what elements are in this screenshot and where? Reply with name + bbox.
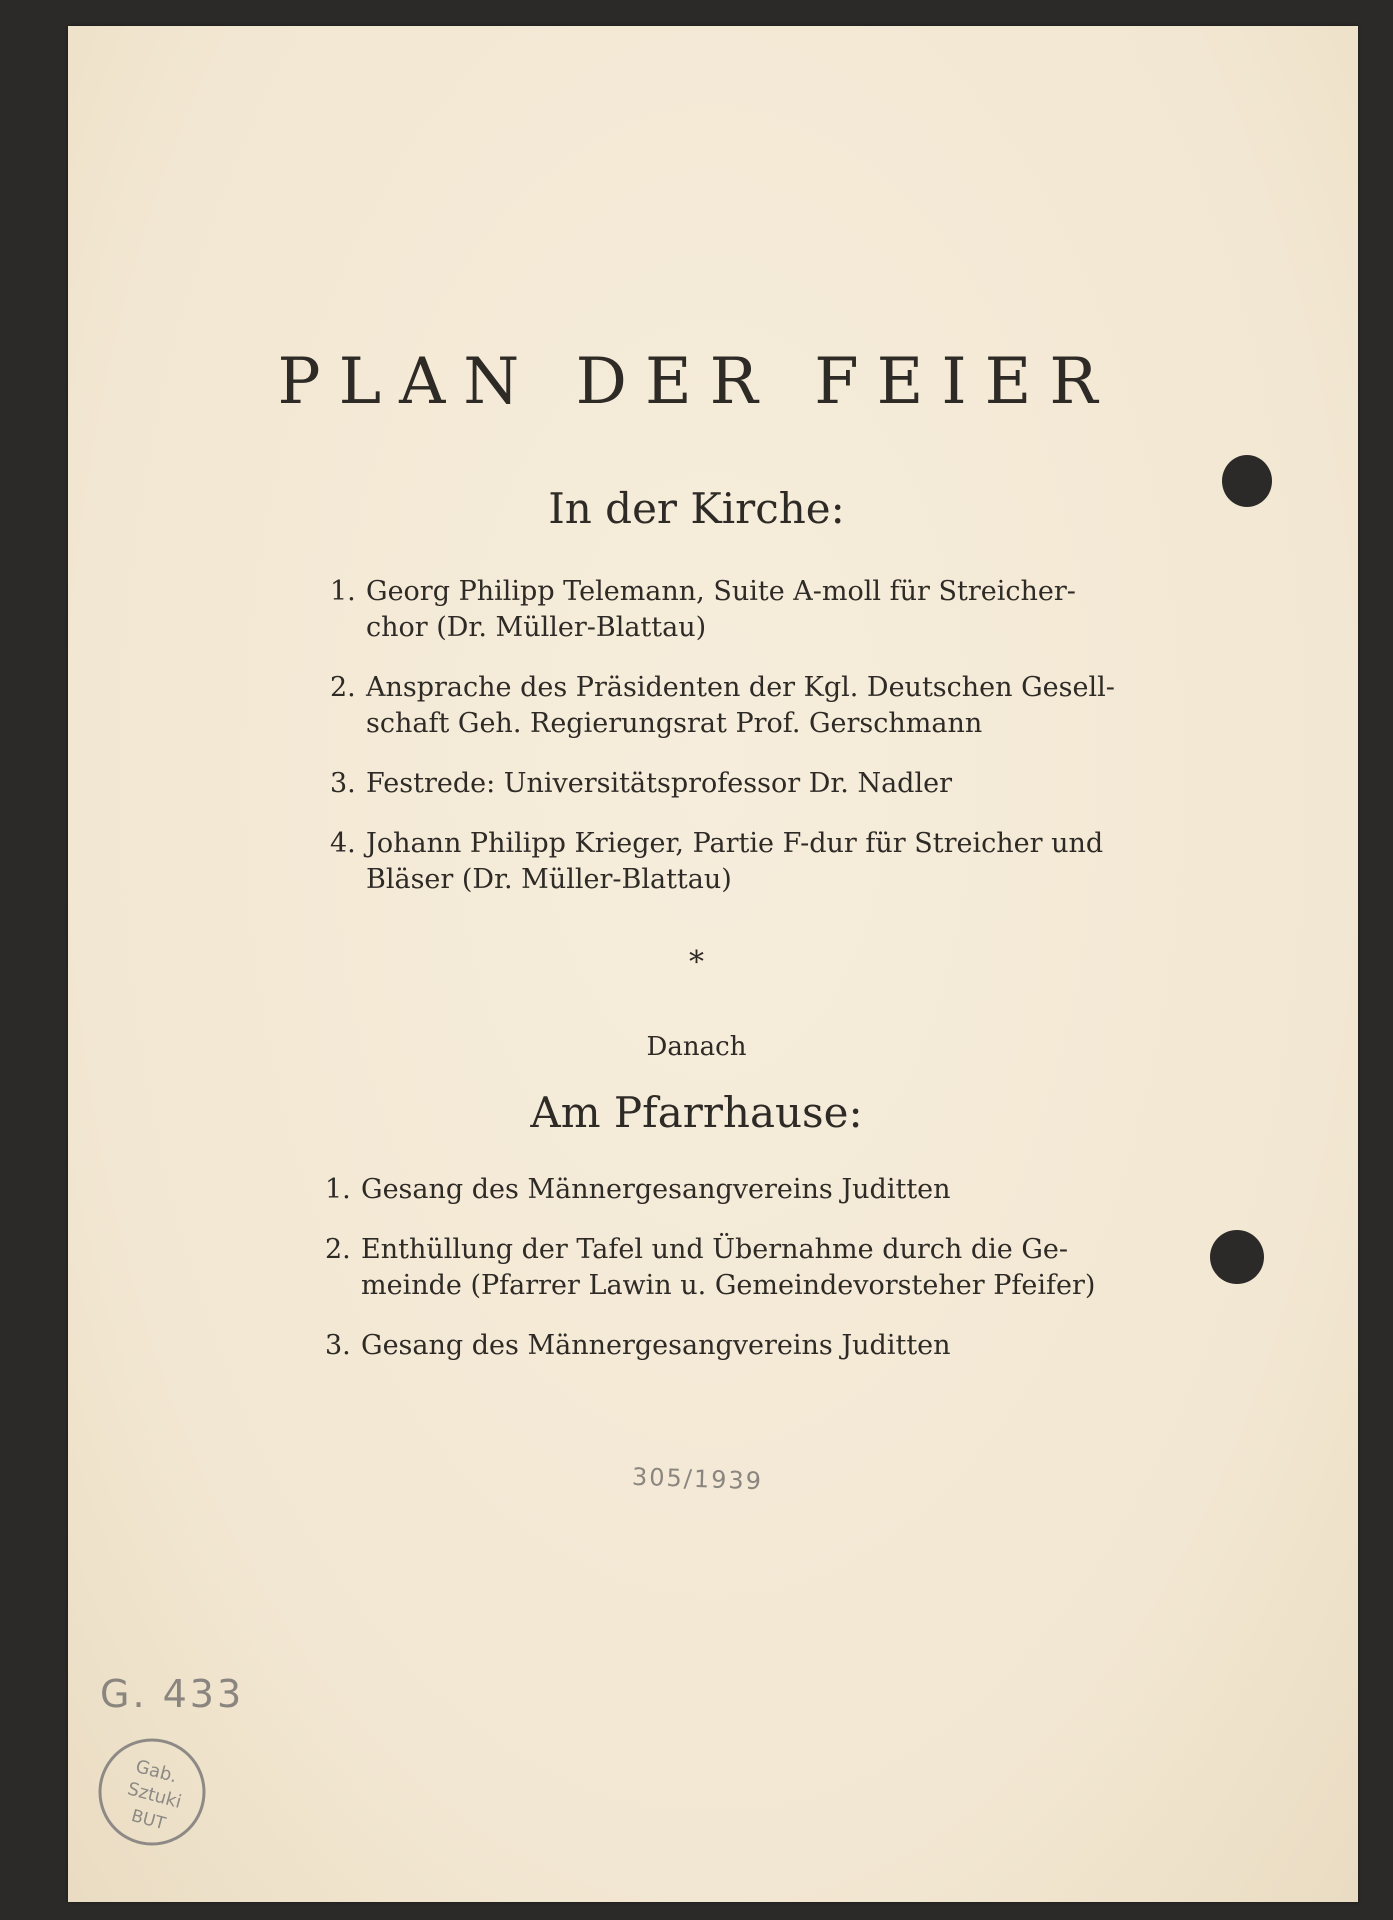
item-number: 1. <box>330 576 356 607</box>
list-item <box>330 826 1120 898</box>
item-text: Gesang des Männergesangvereins Juditten <box>361 1174 951 1205</box>
list-item <box>330 670 1120 742</box>
svg-text:BUT: BUT <box>129 1806 168 1835</box>
section-heading-kirche: In der Kirche: <box>548 484 845 533</box>
item-number: 1. <box>325 1174 351 1205</box>
item-text: Enthüllung der Tafel und Übernahme durch die Ge-meinde (Pfarrer Lawin u. Gemeindevorsteher Pfeifer) <box>361 1234 1096 1301</box>
list-item <box>325 1232 1115 1304</box>
list-item <box>325 1328 1115 1364</box>
section-heading-pfarrhause: Am Pfarrhause: <box>530 1088 863 1137</box>
item-text: Ansprache des Präsidenten der Kgl. Deutschen Gesell-schaft Geh. Regierungsrat Prof. Gerschmann <box>366 672 1115 739</box>
item-number: 3. <box>325 1330 351 1361</box>
library-stamp <box>95 1735 210 1850</box>
punch-hole <box>1210 1230 1264 1284</box>
item-number: 4. <box>330 828 356 859</box>
list-item <box>330 574 1120 646</box>
list-item <box>325 1172 1115 1208</box>
danach-label: Danach <box>646 1032 747 1062</box>
item-number: 2. <box>325 1234 351 1265</box>
item-text: Johann Philipp Krieger, Partie F-dur für Streicher und Bläser (Dr. Müller-Blattau) <box>366 828 1104 895</box>
item-text: Festrede: Universitätsprofessor Dr. Nadler <box>366 768 952 799</box>
signature-number-pencil: G. 433 <box>100 1672 245 1716</box>
inventory-number-pencil: 305/1939 <box>631 1462 764 1496</box>
separator-asterisk: * <box>689 945 704 980</box>
item-number: 2. <box>330 672 356 703</box>
item-text: Georg Philipp Telemann, Suite A-moll für Streicher-chor (Dr. Müller-Blattau) <box>366 576 1076 643</box>
svg-text:Gab.: Gab. <box>133 1756 180 1788</box>
svg-text:Sztuki: Sztuki <box>125 1778 184 1813</box>
program-list-pfarrhause <box>325 1172 1115 1388</box>
list-item <box>330 766 1120 802</box>
program-list-kirche <box>330 574 1120 922</box>
item-number: 3. <box>330 768 356 799</box>
item-text: Gesang des Männergesangvereins Juditten <box>361 1330 951 1361</box>
page-title: PLAN DER FEIER <box>277 345 1116 419</box>
